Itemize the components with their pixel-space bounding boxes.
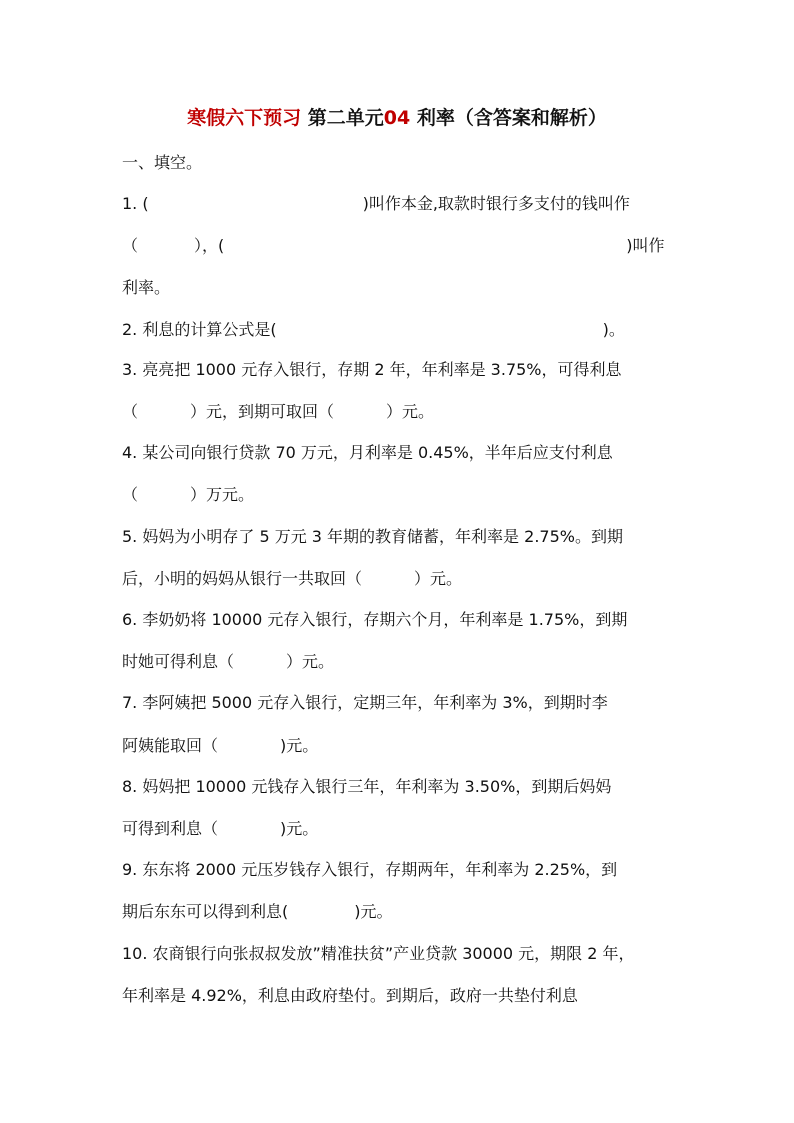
title-prefix: 寒假六下预习	[187, 107, 302, 129]
q8-line1: 8. 妈妈把 10000 元钱存入银行三年，年利率为 3.50%，到期后妈妈	[122, 777, 612, 796]
q9-line1: 9. 东东将 2000 元压岁钱存入银行，存期两年，年利率为 2.25%，到	[122, 860, 618, 879]
q1-text-a: 1. (	[122, 194, 149, 213]
q6-line2	[122, 649, 334, 672]
q7-line2	[122, 733, 318, 756]
q9-text-b: 期后东东可以得到利息(	[122, 902, 289, 921]
q8-line2	[122, 816, 318, 839]
q7-text-b: 阿姨能取回（	[122, 736, 219, 755]
q4-line1: 4. 某公司向银行贷款 70 万元，月利率是 0.45%，半年后应支付利息	[122, 443, 613, 462]
q1-line3: 利率。	[122, 278, 171, 297]
q1-text-c: （	[122, 236, 139, 255]
q7-line1: 7. 李阿姨把 5000 元存入银行，定期三年，年利率为 3%，到期时李	[122, 693, 608, 712]
q3-text-d: ）元。	[386, 402, 435, 421]
q1-text-b: )叫作本金,取款时银行多支付的钱叫作	[362, 194, 630, 213]
q1-line2	[122, 233, 665, 256]
q5-text-c: ）元。	[414, 569, 463, 588]
q3-line1: 3. 亮亮把 1000 元存入银行，存期 2 年，年利率是 3.75%，可得利息	[122, 360, 622, 379]
q2-text-b: )。	[602, 320, 625, 339]
q4-line2	[122, 482, 254, 505]
q3-text-c: ）元，到期可取回（	[190, 402, 335, 421]
q10-line2: 年利率是 4.92%，利息由政府垫付。到期后，政府一共垫付利息	[122, 986, 578, 1005]
q9-text-c: )元。	[354, 902, 393, 921]
title-topic: 利率（含答案和解析）	[416, 107, 607, 129]
page-title	[0, 103, 794, 130]
q3-line2	[122, 399, 434, 422]
q4-text-b: （	[122, 485, 139, 504]
section-heading: 一、填空。	[122, 153, 203, 172]
q8-text-c: )元。	[280, 819, 319, 838]
q1-line1	[122, 191, 630, 214]
q3-text-b: （	[122, 402, 139, 421]
q5-text-b: 后，小明的妈妈从银行一共取回（	[122, 569, 363, 588]
title-unit: 第二单元	[307, 107, 384, 129]
q4-text-c: ）万元。	[190, 485, 255, 504]
q6-line1: 6. 李奶奶将 10000 元存入银行，存期六个月，年利率是 1.75%，到期	[122, 610, 628, 629]
q8-text-b: 可得到利息（	[122, 819, 219, 838]
q1-text-e: )叫作	[626, 236, 665, 255]
q9-line2	[122, 899, 393, 922]
q1-text-d: ），(	[194, 236, 225, 255]
q6-text-c: ）元。	[286, 652, 335, 671]
title-number: 04	[383, 107, 411, 129]
q5-line2	[122, 566, 462, 589]
q2-line1	[122, 317, 625, 340]
q5-line1: 5. 妈妈为小明存了 5 万元 3 年期的教育储蓄，年利率是 2.75%。到期	[122, 527, 623, 546]
q7-text-c: )元。	[280, 736, 319, 755]
q6-text-b: 时她可得利息（	[122, 652, 235, 671]
q2-text-a: 2. 利息的计算公式是(	[122, 320, 277, 339]
q10-line1: 10. 农商银行向张叔叔发放”精准扶贫”产业贷款 30000 元，期限 2 年，	[122, 944, 635, 963]
